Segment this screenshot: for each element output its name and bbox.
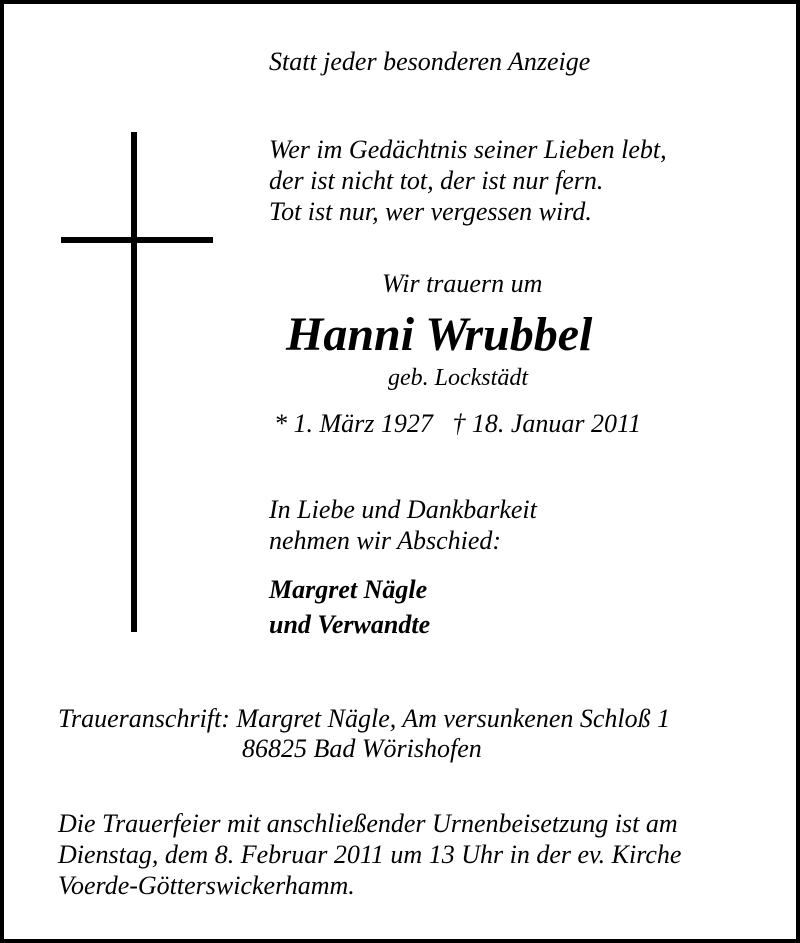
address-line: Traueranschrift: Margret Nägle, Am versunkenen Schloß 1: [58, 704, 671, 733]
cross-horizontal-bar: [61, 237, 213, 243]
farewell-line: nehmen wir Abschied:: [269, 526, 502, 555]
quote-line: der ist nicht tot, der ist nur fern.: [269, 166, 604, 195]
quote-line: Wer im Gedächtnis seiner Lieben lebt,: [269, 135, 667, 164]
life-dates: * 1. März 1927 † 18. Januar 2011: [274, 409, 642, 438]
service-line: Voerde-Götterswickerhamm.: [58, 871, 355, 900]
maiden-name: geb. Lockstädt: [388, 365, 528, 391]
intro-text: Wir trauern um: [382, 269, 543, 298]
service-line: Dienstag, dem 8. Februar 2011 um 13 Uhr in der ev. Kirche: [58, 840, 682, 869]
service-line: Die Trauerfeier mit anschließender Urnenbeisetzung ist am: [58, 809, 678, 838]
farewell-line: In Liebe und Dankbarkeit: [269, 495, 537, 524]
quote-line: Tot ist nur, wer vergessen wird.: [269, 197, 592, 226]
mourner-line: Margret Nägle: [269, 575, 428, 604]
cross-vertical-bar: [131, 132, 137, 632]
header-note: Statt jeder besonderen Anzeige: [269, 47, 591, 76]
mourner-line: und Verwandte: [269, 610, 431, 639]
deceased-name: Hanni Wrubbel: [286, 308, 593, 361]
address-line: 86825 Bad Wörishofen: [242, 734, 482, 763]
